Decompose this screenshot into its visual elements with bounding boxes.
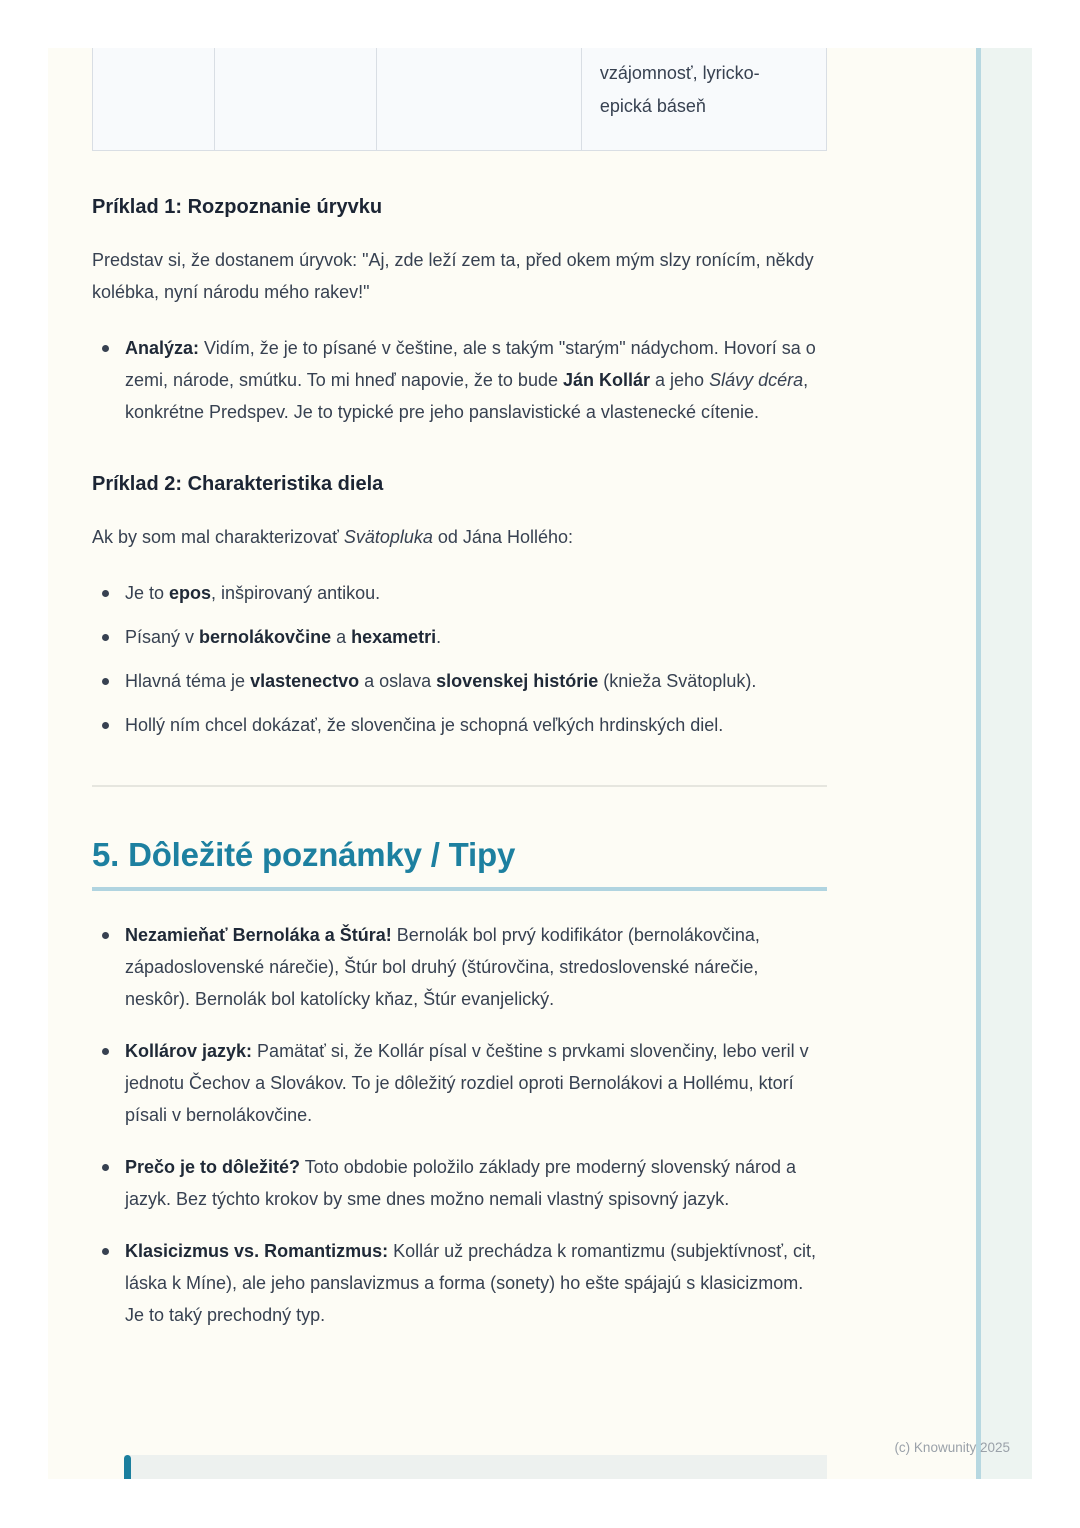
- table-cell: [93, 48, 215, 151]
- list-item: Je to epos, inšpirovaný antikou.: [125, 577, 827, 609]
- tips-list: [92, 919, 827, 1331]
- table-cell: [377, 48, 582, 151]
- tips-heading-underline: [92, 887, 827, 891]
- table-row: [93, 48, 827, 151]
- table-fragment: [92, 48, 827, 151]
- table-cell: [214, 48, 376, 151]
- blockquote-fragment: [124, 1455, 827, 1479]
- example2-intro: Ak by som mal charakterizovať Svätopluka od Jána Hollého:: [92, 527, 574, 547]
- document-page: [48, 48, 1032, 1479]
- list-item: Hlavná téma je vlastenectvo a oslava slovenskej histórie (knieža Svätopluk).: [125, 665, 827, 697]
- list-item: Prečo je to dôležité? Toto obdobie položilo základy pre moderný slovenský národ a jazyk. Bez týchto krokov by sme dnes možno nemali vlastný spisovný jazyk.: [125, 1151, 827, 1215]
- list-item: Analýza: Vidím, že je to písané v češtine, ale s takým "starým" nádychom. Hovorí sa o zemi, národe, smútku. To mi hneď napovie, že to bude Ján Kollár a jeho Slávy dcéra, konkrétne Predspev. Je to typické pre jeho panslavistické a vlastenecké cítenie.: [125, 332, 827, 428]
- tips-section-heading: 5. Dôležité poznámky / Tipy: [92, 836, 516, 873]
- list-item: Hollý ním chcel dokázať, že slovenčina je schopná veľkých hrdinských diel.: [125, 709, 827, 741]
- example1-heading: Príklad 1: Rozpoznanie úryvku: [92, 196, 383, 218]
- list-item: Písaný v bernolákovčine a hexametri.: [125, 621, 827, 653]
- example2-heading: Príklad 2: Charakteristika diela: [92, 473, 384, 495]
- analysis-list: [92, 332, 827, 428]
- copyright-notice: (c) Knowunity 2025: [894, 1440, 1010, 1455]
- list-item: Kollárov jazyk: Pamätať si, že Kollár písal v češtine s prvkami slovenčiny, lebo veril v jednotu Čechov a Slovákov. To je dôležitý rozdiel oproti Bernolákovi a Hollému, ktorí písali v bernolákovčine.: [125, 1035, 827, 1131]
- page-edge-stripe: [976, 48, 1032, 1479]
- list-item: Nezamieňať Bernoláka a Štúra! Bernolák bol prvý kodifikátor (bernolákovčina, západoslovenské nárečie), Štúr bol druhý (štúrovčina, stredoslovenské nárečie, neskôr). Bernolák bol katolícky kňaz, Štúr evanjelický.: [125, 919, 827, 1015]
- work-characteristics-list: [92, 577, 827, 741]
- section-divider: [92, 785, 827, 787]
- table-cell: vzájomnosť, lyricko-epická báseň: [581, 48, 826, 151]
- blockquote-accent-bar: [124, 1455, 131, 1479]
- example1-intro: Predstav si, že dostanem úryvok: "Aj, zde leží zem ta, před okem mým slzy ronícím, někdy kolébka, nyní národu mého rakev!": [92, 250, 814, 302]
- list-item: Klasicizmus vs. Romantizmus: Kollár už prechádza k romantizmu (subjektívnosť, cit, láska k Míne), ale jeho panslavizmus a forma (sonety) ho ešte spájajú s klasicizmom. Je to taký prechodný typ.: [125, 1235, 827, 1331]
- page-content: [92, 48, 827, 1331]
